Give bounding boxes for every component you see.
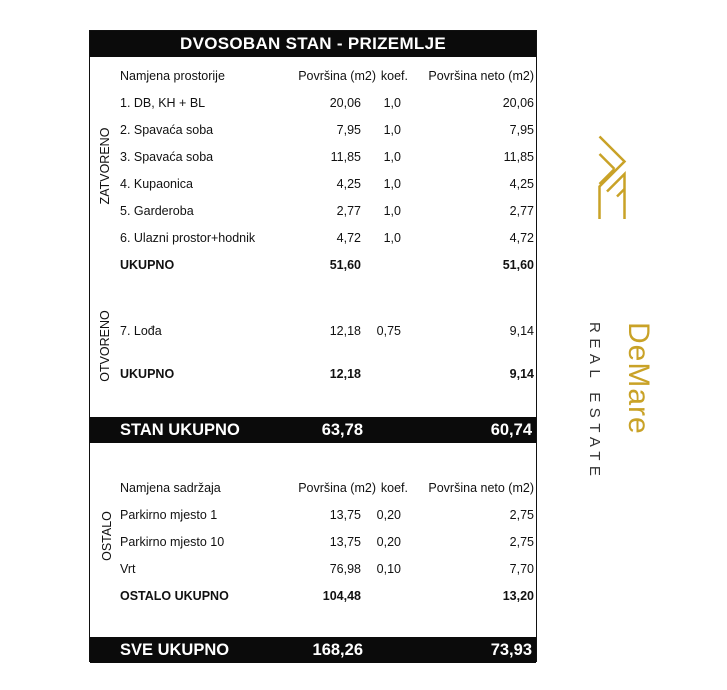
total-net: 9,14 xyxy=(509,367,534,381)
demare-wordmark xyxy=(585,322,655,492)
row-coef: 1,0 xyxy=(383,204,401,218)
table-row xyxy=(120,322,534,340)
row-coef: 0,10 xyxy=(376,562,401,576)
row-area: 7,95 xyxy=(336,123,361,137)
table-row xyxy=(120,533,534,551)
table-row xyxy=(120,94,534,112)
row-name: 1. DB, KH + BL xyxy=(120,96,206,110)
row-area: 2,77 xyxy=(336,204,361,218)
row-net: 4,72 xyxy=(509,231,534,245)
header-area: Površina (m2) xyxy=(298,69,376,83)
row-coef: 1,0 xyxy=(383,177,401,191)
table-row xyxy=(120,506,534,524)
row-area: 12,18 xyxy=(329,324,361,338)
stan-total-label: STAN UKUPNO xyxy=(120,421,240,439)
row-name: 7. Lođa xyxy=(120,324,162,338)
table-row xyxy=(120,560,534,578)
grand-total-area: 168,26 xyxy=(312,641,363,659)
row-name: Parkirno mjesto 1 xyxy=(120,508,218,522)
page-title: DVOSOBAN STAN - PRIZEMLJE xyxy=(180,34,446,53)
row-coef: 0,75 xyxy=(376,324,401,338)
row-area: 4,72 xyxy=(336,231,361,245)
row-name: 4. Kupaonica xyxy=(120,177,193,191)
row-net: 7,95 xyxy=(509,123,534,137)
row-net: 2,75 xyxy=(509,508,534,522)
stan-total-net: 60,74 xyxy=(490,421,532,439)
total-row-closed xyxy=(120,256,534,274)
row-net: 9,14 xyxy=(509,324,534,338)
row-net: 4,25 xyxy=(509,177,534,191)
row-coef: 1,0 xyxy=(383,231,401,245)
table-row xyxy=(120,121,534,139)
row-area: 11,85 xyxy=(330,150,361,164)
brand-name: DeMare xyxy=(622,322,655,435)
row-name: Vrt xyxy=(120,562,136,576)
row-area: 76,98 xyxy=(329,562,361,576)
header-name: Namjena prostorije xyxy=(120,69,225,83)
header-row-other xyxy=(120,479,534,497)
header-name: Namjena sadržaja xyxy=(120,481,221,495)
row-net: 2,77 xyxy=(509,204,534,218)
grand-total-bar xyxy=(90,637,536,663)
total-net: 13,20 xyxy=(502,589,534,603)
section-label-other: OSTALO xyxy=(100,511,114,561)
row-net: 2,75 xyxy=(509,535,534,549)
total-label: OSTALO UKUPNO xyxy=(120,589,229,603)
row-name: 5. Garderoba xyxy=(120,204,194,218)
row-coef: 1,0 xyxy=(383,96,401,110)
total-label: UKUPNO xyxy=(120,258,175,272)
total-area: 51,60 xyxy=(329,258,361,272)
table-row xyxy=(120,148,534,166)
grand-total-net: 73,93 xyxy=(490,641,532,659)
grand-total-label: SVE UKUPNO xyxy=(120,641,230,659)
stan-total-bar xyxy=(90,417,536,443)
row-name: 3. Spavaća soba xyxy=(120,150,214,164)
total-label: UKUPNO xyxy=(120,367,175,381)
row-area: 20,06 xyxy=(329,96,361,110)
row-coef: 0,20 xyxy=(376,508,401,522)
row-name: Parkirno mjesto 10 xyxy=(120,535,225,549)
header-net: Površina neto (m2) xyxy=(428,481,534,495)
row-coef: 1,0 xyxy=(383,123,401,137)
row-net: 20,06 xyxy=(502,96,534,110)
row-name: 2. Spavaća soba xyxy=(120,123,214,137)
table-row xyxy=(120,229,534,247)
header-net: Površina neto (m2) xyxy=(428,69,534,83)
row-area: 4,25 xyxy=(336,177,361,191)
row-net: 11,85 xyxy=(503,150,534,164)
table-row xyxy=(120,202,534,220)
total-row-open xyxy=(120,365,534,383)
total-net: 51,60 xyxy=(502,258,534,272)
section-label-closed: ZATVORENO xyxy=(98,127,112,205)
header-coef: koef. xyxy=(380,481,408,495)
header-area: Površina (m2) xyxy=(298,481,376,495)
row-coef: 1,0 xyxy=(383,150,401,164)
demare-house-logo-icon xyxy=(582,134,642,314)
row-coef: 0,20 xyxy=(376,535,401,549)
row-area: 13,75 xyxy=(329,535,361,549)
title-bar xyxy=(90,31,536,57)
total-area: 104,48 xyxy=(322,589,361,603)
total-area: 12,18 xyxy=(329,367,361,381)
total-row-other xyxy=(120,587,534,605)
section-label-open: OTVORENO xyxy=(98,310,112,382)
row-area: 13,75 xyxy=(329,508,361,522)
header-coef: koef. xyxy=(380,69,408,83)
table-row xyxy=(120,175,534,193)
row-net: 7,70 xyxy=(509,562,534,576)
header-row xyxy=(120,67,534,85)
row-name: 6. Ulazni prostor+hodnik xyxy=(120,231,256,245)
stan-total-area: 63,78 xyxy=(321,421,363,439)
area-table xyxy=(89,30,537,662)
brand-subtitle: REAL ESTATE xyxy=(586,322,603,482)
